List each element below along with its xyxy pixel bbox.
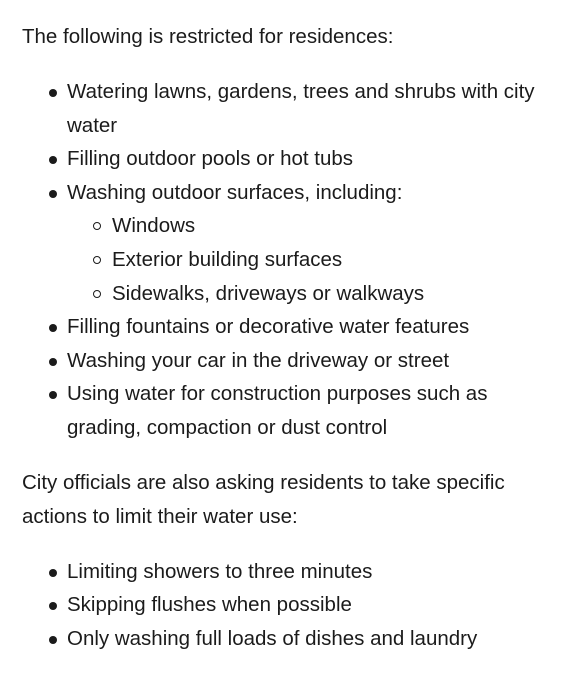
bullet-disc-icon — [49, 391, 57, 399]
sub-list-item — [112, 277, 562, 311]
bullet-disc-icon — [49, 358, 57, 366]
intro-paragraph: The following is restricted for residences: — [22, 25, 394, 48]
list-item — [67, 622, 562, 656]
list-item-text: Skipping flushes when possible — [67, 593, 352, 617]
list-item — [67, 176, 562, 310]
bullet-disc-icon — [49, 569, 57, 577]
restrictions-list — [22, 75, 562, 445]
sub-list-item-text: Windows — [112, 214, 196, 238]
list-item-text: Limiting showers to three minutes — [67, 559, 373, 583]
list-item — [67, 377, 562, 444]
list-item — [67, 142, 562, 176]
list-item — [67, 344, 562, 378]
list-item-text: Only washing full loads of dishes and laundry — [67, 626, 478, 650]
list-item — [67, 75, 562, 142]
bullet-disc-icon — [49, 636, 57, 644]
actions-list — [22, 555, 562, 656]
bullet-disc-icon — [49, 156, 57, 164]
bullet-disc-icon — [49, 602, 57, 610]
article-body — [22, 20, 562, 655]
bullet-disc-icon — [49, 89, 57, 97]
list-item — [67, 310, 562, 344]
bullet-disc-icon — [49, 324, 57, 332]
surfaces-sublist — [67, 209, 562, 310]
list-item — [67, 555, 562, 589]
list-item-text: Filling fountains or decorative water features — [67, 315, 470, 339]
sub-list-item-text: Sidewalks, driveways or walkways — [112, 281, 425, 305]
bullet-circle-icon — [93, 290, 101, 298]
list-item-text: Filling outdoor pools or hot tubs — [67, 147, 354, 171]
bullet-circle-icon — [93, 222, 101, 230]
list-item-text: Washing your car in the driveway or street — [67, 348, 450, 372]
list-item — [67, 588, 562, 622]
sub-list-item — [112, 209, 562, 243]
list-item-text: Washing outdoor surfaces, including: — [67, 180, 403, 204]
list-item-text: Watering lawns, gardens, trees and shrubs with city water — [67, 80, 535, 137]
bullet-circle-icon — [93, 256, 101, 264]
bullet-disc-icon — [49, 190, 57, 198]
sub-list-item — [112, 243, 562, 277]
list-item-text: Using water for construction purposes such as grading, compaction or dust control — [67, 382, 488, 439]
sub-list-item-text: Exterior building surfaces — [112, 247, 343, 271]
officials-paragraph: City officials are also asking residents to take specific actions to limit their water use: — [22, 470, 505, 528]
